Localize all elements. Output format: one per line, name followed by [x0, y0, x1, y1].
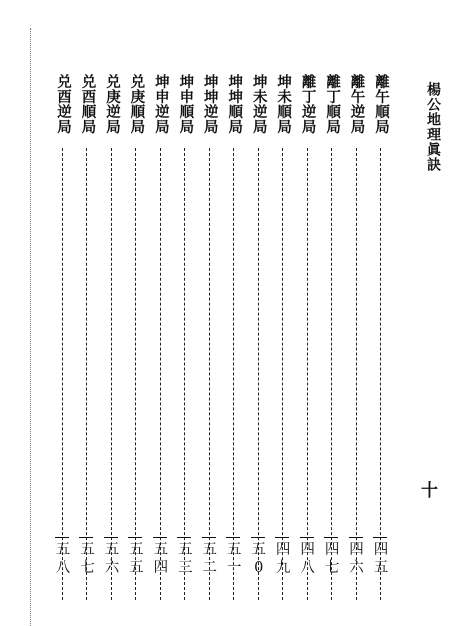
page-number-digits: 四 五 [373, 542, 389, 576]
toc-entry [322, 74, 342, 594]
toc-entry [200, 74, 220, 594]
toc-page-number [249, 530, 269, 577]
toc-entry-label: 離丁逆局 [299, 74, 317, 134]
toc-entry-label: 坤申逆局 [152, 74, 170, 134]
page-number-digits: 五 四 [153, 542, 169, 576]
toc-page-number [371, 530, 391, 577]
toc-entry [371, 74, 391, 594]
page-number-digits: 四 六 [349, 542, 364, 576]
page-number-leading-stroke [349, 537, 363, 538]
toc-page-number [273, 530, 293, 577]
toc-page-number [102, 530, 122, 577]
page-number-digits: 五 五 [129, 542, 144, 576]
page-number-leading-stroke [128, 537, 142, 538]
page-number-leading-stroke [275, 537, 289, 538]
toc-page-number [200, 530, 220, 577]
toc-entry [102, 74, 122, 594]
page-number-digits: 五 八 [55, 542, 71, 576]
page-number-leading-stroke [251, 537, 265, 538]
toc-entry [298, 74, 318, 594]
toc-page-number [224, 530, 244, 577]
page-number-leading-stroke [177, 537, 191, 538]
toc-entry [53, 74, 73, 594]
toc-entry [347, 74, 367, 594]
page-number-digits: 五 一 [226, 542, 242, 576]
toc-entry-label: 坤坤逆局 [201, 74, 219, 134]
toc-page-number [347, 530, 367, 577]
toc-entry [249, 74, 269, 594]
toc-page-number [77, 530, 97, 577]
page-number-digits: 五 0 [251, 542, 266, 576]
toc-page-number [298, 530, 318, 577]
binding-margin-line [30, 28, 31, 626]
toc-entry [77, 74, 97, 594]
page-number-digits: 五 七 [80, 542, 95, 576]
page-number-leading-stroke [55, 537, 69, 538]
book-title: 楊公地理眞訣 [425, 82, 441, 172]
toc-entry [151, 74, 171, 594]
toc-entry-label: 坤申順局 [177, 74, 195, 134]
toc-page-number [53, 530, 73, 577]
toc-entry-label: 坤未順局 [275, 74, 293, 134]
toc-page-number [322, 530, 342, 577]
toc-entry-label: 離午逆局 [348, 74, 366, 134]
toc-entry-label: 兑庚順局 [128, 74, 146, 134]
page-number-digits: 四 九 [275, 542, 291, 576]
page-number-digits: 五 二 [202, 542, 218, 576]
page-number-digits: 四 八 [300, 542, 315, 576]
toc-entry [224, 74, 244, 594]
toc-entry-label: 兑酉順局 [79, 74, 97, 134]
page-number-leading-stroke [373, 537, 387, 538]
toc-entry-label: 坤未逆局 [250, 74, 268, 134]
toc-entry-label: 坤坤順局 [226, 74, 244, 134]
page-number-leading-stroke [104, 537, 118, 538]
page-number-leading-stroke [79, 537, 93, 538]
page-number-leading-stroke [226, 537, 240, 538]
page-number-leading-stroke [324, 537, 338, 538]
page-number-leading-stroke [202, 537, 216, 538]
toc-entry [273, 74, 293, 594]
page-number-digits: 五 三 [178, 542, 193, 576]
toc-entry-label: 兑庚逆局 [103, 74, 121, 134]
toc-page-number [175, 530, 195, 577]
toc-page-number [126, 530, 146, 577]
toc-entry-label: 離午順局 [373, 74, 390, 134]
page-number-leading-stroke [300, 537, 314, 538]
toc-entry-label: 兑酉逆局 [55, 74, 73, 134]
toc-entry [126, 74, 146, 594]
folio-number: 十 [421, 481, 438, 501]
toc-page-number [151, 530, 171, 577]
page-number-leading-stroke [153, 537, 167, 538]
page-number-digits: 四 七 [324, 542, 340, 576]
page-number-digits: 五 六 [104, 542, 120, 576]
toc-entry [175, 74, 195, 594]
toc-entry-label: 離丁順局 [324, 74, 342, 134]
